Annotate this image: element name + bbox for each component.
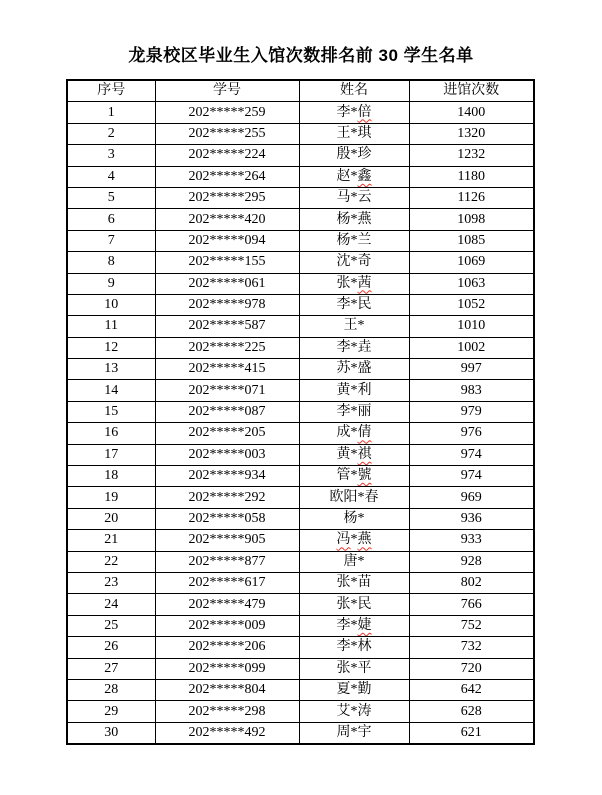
cell-visits: 1010 (409, 316, 534, 337)
cell-student-id: 202*****206 (155, 637, 299, 658)
table-row (67, 337, 534, 358)
table-row (67, 572, 534, 593)
cell-no: 22 (67, 551, 155, 572)
cell-student-id: 202*****292 (155, 487, 299, 508)
table-row (67, 102, 534, 123)
cell-no: 16 (67, 423, 155, 444)
table-row (67, 123, 534, 144)
cell-name: 殷*珍 (299, 145, 409, 166)
cell-name: 周*宇 (299, 722, 409, 744)
cell-student-id: 202*****003 (155, 444, 299, 465)
cell-no: 26 (67, 637, 155, 658)
cell-name: 张*茜 (299, 273, 409, 294)
cell-student-id: 202*****225 (155, 337, 299, 358)
cell-name: 沈*奇 (299, 252, 409, 273)
cell-no: 1 (67, 102, 155, 123)
table-row (67, 187, 534, 208)
cell-name: 夏*勤 (299, 679, 409, 700)
cell-visits: 1063 (409, 273, 534, 294)
cell-no: 3 (67, 145, 155, 166)
cell-name: 张*平 (299, 658, 409, 679)
cell-no: 13 (67, 359, 155, 380)
cell-no: 10 (67, 294, 155, 315)
table-row (67, 679, 534, 700)
cell-name: 张*苗 (299, 572, 409, 593)
cell-student-id: 202*****587 (155, 316, 299, 337)
cell-visits: 1180 (409, 166, 534, 187)
table-row (67, 80, 534, 102)
cell-visits: 1069 (409, 252, 534, 273)
cell-name: 苏*盛 (299, 359, 409, 380)
cell-student-id: 202*****099 (155, 658, 299, 679)
cell-name: 冯*燕 (299, 530, 409, 551)
table-row (67, 530, 534, 551)
cell-visits: 752 (409, 615, 534, 636)
cell-visits: 1400 (409, 102, 534, 123)
cell-name: 王* (299, 316, 409, 337)
cell-visits: 766 (409, 594, 534, 615)
cell-name: 李*林 (299, 637, 409, 658)
cell-name: 赵*鑫 (299, 166, 409, 187)
cell-name: 马*云 (299, 187, 409, 208)
cell-name: 李*垚 (299, 337, 409, 358)
table-row (67, 316, 534, 337)
cell-no: 23 (67, 572, 155, 593)
cell-student-id: 202*****009 (155, 615, 299, 636)
cell-visits: 628 (409, 701, 534, 722)
table-row (67, 701, 534, 722)
cell-no: 9 (67, 273, 155, 294)
cell-student-id: 202*****094 (155, 230, 299, 251)
cell-student-id: 202*****255 (155, 123, 299, 144)
cell-name: 杨*燕 (299, 209, 409, 230)
cell-visits: 969 (409, 487, 534, 508)
cell-name: 唐* (299, 551, 409, 572)
cell-no: 19 (67, 487, 155, 508)
table-row (67, 423, 534, 444)
cell-student-id: 202*****905 (155, 530, 299, 551)
table-row (67, 252, 534, 273)
table-row (67, 294, 534, 315)
cell-student-id: 202*****420 (155, 209, 299, 230)
cell-visits: 720 (409, 658, 534, 679)
table-row (67, 637, 534, 658)
cell-visits: 1232 (409, 145, 534, 166)
cell-name: 欧阳*春 (299, 487, 409, 508)
header-cell-student-id: 学号 (155, 80, 299, 102)
cell-visits: 1098 (409, 209, 534, 230)
cell-no: 28 (67, 679, 155, 700)
cell-name: 成*倩 (299, 423, 409, 444)
table-row (67, 487, 534, 508)
table-row (67, 209, 534, 230)
cell-visits: 936 (409, 508, 534, 529)
cell-no: 14 (67, 380, 155, 401)
table-row (67, 401, 534, 422)
cell-no: 7 (67, 230, 155, 251)
rank-table (66, 79, 535, 745)
cell-name: 黄*利 (299, 380, 409, 401)
cell-name: 黄*祺 (299, 444, 409, 465)
cell-no: 29 (67, 701, 155, 722)
cell-no: 18 (67, 466, 155, 487)
table-body (67, 102, 534, 744)
cell-no: 11 (67, 316, 155, 337)
cell-student-id: 202*****259 (155, 102, 299, 123)
cell-student-id: 202*****877 (155, 551, 299, 572)
cell-no: 12 (67, 337, 155, 358)
cell-student-id: 202*****978 (155, 294, 299, 315)
cell-student-id: 202*****804 (155, 679, 299, 700)
cell-student-id: 202*****224 (155, 145, 299, 166)
cell-visits: 1320 (409, 123, 534, 144)
cell-visits: 933 (409, 530, 534, 551)
cell-no: 8 (67, 252, 155, 273)
cell-name: 管*號 (299, 466, 409, 487)
cell-student-id: 202*****087 (155, 401, 299, 422)
cell-visits: 928 (409, 551, 534, 572)
header-cell-no: 序号 (67, 80, 155, 102)
cell-visits: 642 (409, 679, 534, 700)
cell-no: 24 (67, 594, 155, 615)
table-row (67, 722, 534, 744)
header-cell-name: 姓名 (299, 80, 409, 102)
cell-student-id: 202*****061 (155, 273, 299, 294)
cell-student-id: 202*****264 (155, 166, 299, 187)
table-row (67, 380, 534, 401)
table-header-row (67, 80, 534, 102)
cell-student-id: 202*****298 (155, 701, 299, 722)
table-row (67, 466, 534, 487)
table-row (67, 166, 534, 187)
cell-name: 李*丽 (299, 401, 409, 422)
cell-student-id: 202*****295 (155, 187, 299, 208)
cell-no: 21 (67, 530, 155, 551)
cell-no: 2 (67, 123, 155, 144)
table-row (67, 615, 534, 636)
table-row (67, 594, 534, 615)
cell-no: 6 (67, 209, 155, 230)
page-title: 龙泉校区毕业生入馆次数排名前 30 学生名单 (128, 46, 474, 65)
cell-name: 李*民 (299, 294, 409, 315)
table-row (67, 551, 534, 572)
cell-visits: 974 (409, 444, 534, 465)
cell-visits: 802 (409, 572, 534, 593)
cell-no: 25 (67, 615, 155, 636)
cell-student-id: 202*****415 (155, 359, 299, 380)
table-row (67, 145, 534, 166)
cell-no: 27 (67, 658, 155, 679)
cell-visits: 1002 (409, 337, 534, 358)
cell-student-id: 202*****479 (155, 594, 299, 615)
cell-student-id: 202*****617 (155, 572, 299, 593)
table-row (67, 658, 534, 679)
cell-name: 艾*涛 (299, 701, 409, 722)
cell-name: 李*倍 (299, 102, 409, 123)
cell-student-id: 202*****155 (155, 252, 299, 273)
cell-no: 30 (67, 722, 155, 744)
cell-name: 李*婕 (299, 615, 409, 636)
table-row (67, 359, 534, 380)
cell-no: 17 (67, 444, 155, 465)
cell-name: 张*民 (299, 594, 409, 615)
cell-visits: 974 (409, 466, 534, 487)
cell-visits: 1085 (409, 230, 534, 251)
cell-visits: 732 (409, 637, 534, 658)
cell-visits: 983 (409, 380, 534, 401)
cell-no: 20 (67, 508, 155, 529)
cell-visits: 976 (409, 423, 534, 444)
cell-student-id: 202*****205 (155, 423, 299, 444)
table-row (67, 273, 534, 294)
cell-visits: 979 (409, 401, 534, 422)
table-row (67, 230, 534, 251)
cell-name: 杨*兰 (299, 230, 409, 251)
cell-no: 5 (67, 187, 155, 208)
cell-visits: 1052 (409, 294, 534, 315)
cell-student-id: 202*****934 (155, 466, 299, 487)
cell-student-id: 202*****071 (155, 380, 299, 401)
cell-name: 王*琪 (299, 123, 409, 144)
cell-visits: 1126 (409, 187, 534, 208)
header-cell-visits: 进馆次数 (409, 80, 534, 102)
cell-no: 15 (67, 401, 155, 422)
cell-student-id: 202*****058 (155, 508, 299, 529)
table-row (67, 508, 534, 529)
cell-visits: 621 (409, 722, 534, 744)
table-row (67, 444, 534, 465)
cell-visits: 997 (409, 359, 534, 380)
cell-student-id: 202*****492 (155, 722, 299, 744)
cell-name: 杨* (299, 508, 409, 529)
cell-no: 4 (67, 166, 155, 187)
